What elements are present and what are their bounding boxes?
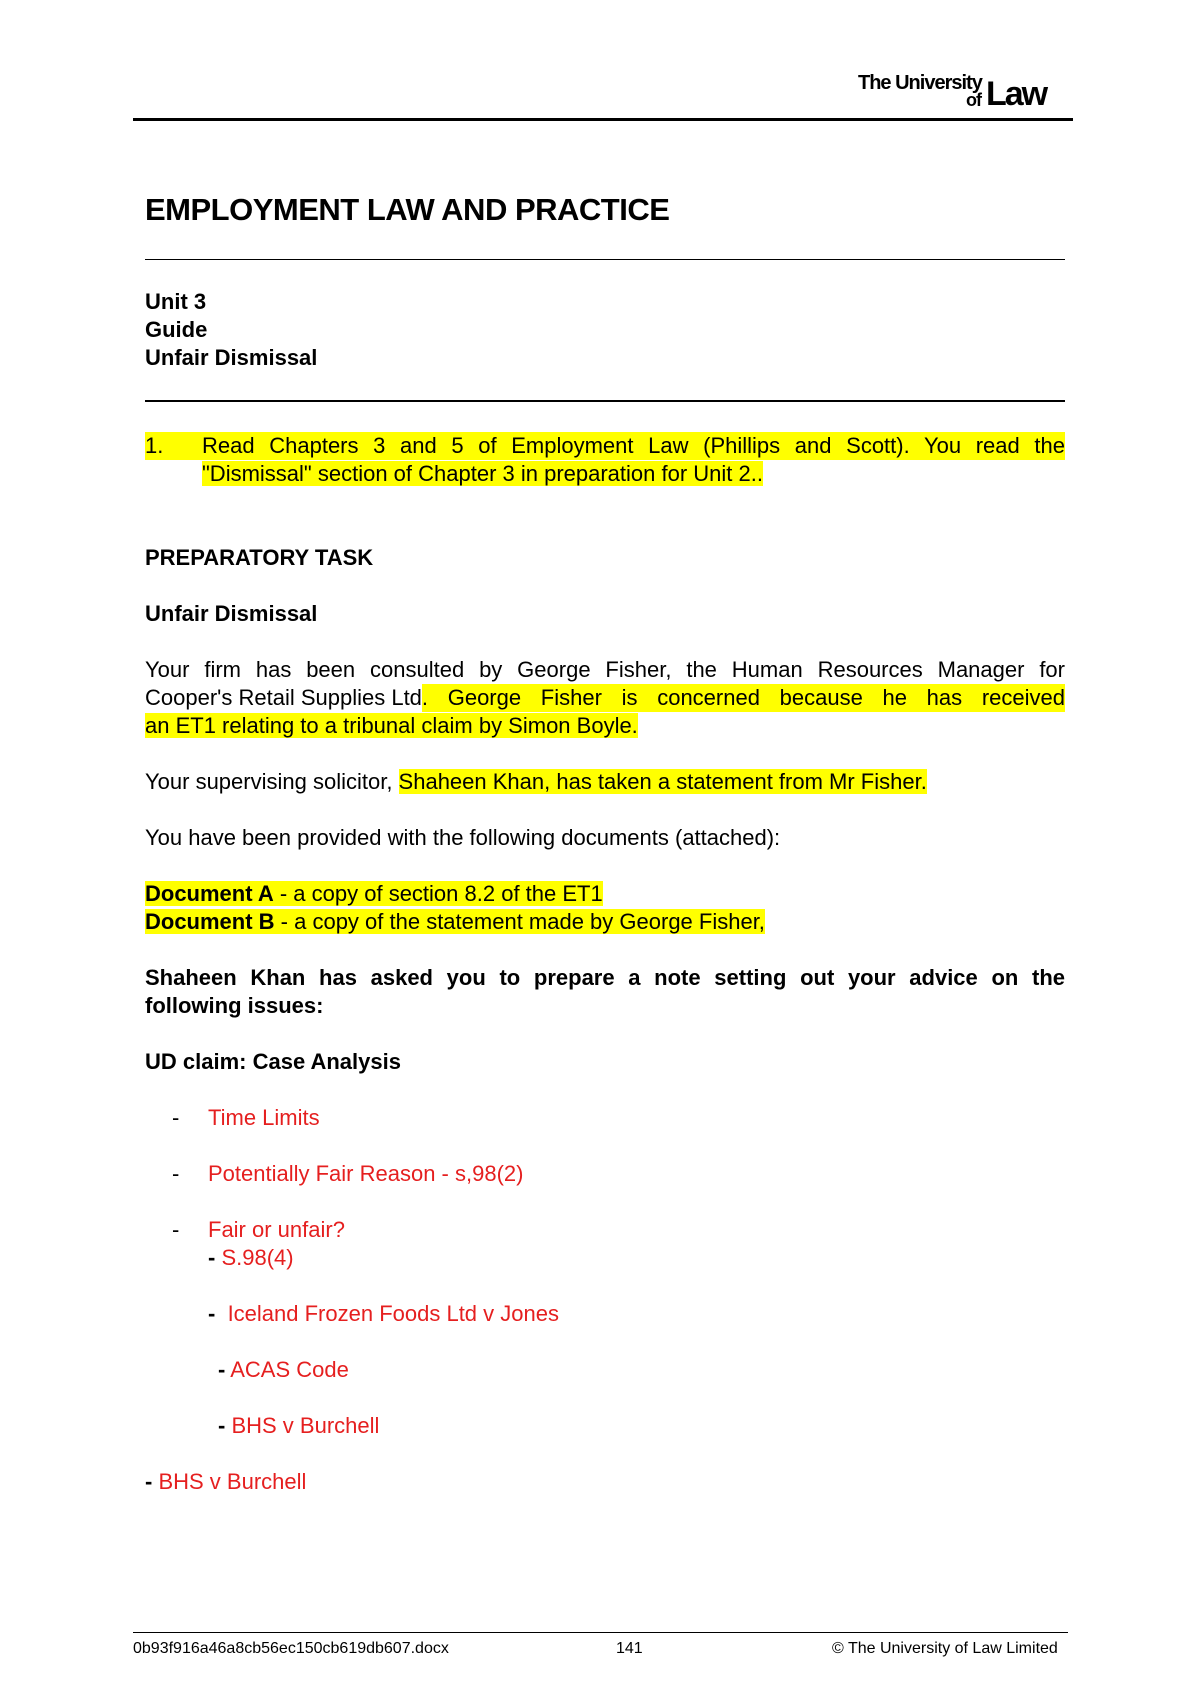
sub-issue-iceland-text: Iceland Frozen Foods Ltd v Jones: [227, 1301, 559, 1326]
issue-fair-reason: [172, 1160, 523, 1188]
sub-issue-iceland: [208, 1300, 559, 1328]
document-b-line: [145, 908, 765, 936]
footer-filename: 0b93f916a46a8cb56ec150cb619db607.docx: [133, 1640, 449, 1657]
para2: [145, 768, 927, 796]
list-dash: -: [172, 1217, 180, 1242]
page-title: EMPLOYMENT LAW AND PRACTICE: [145, 192, 670, 227]
issue-fair-reason-text: Potentially Fair Reason - s,98(2): [208, 1161, 524, 1186]
document-b-text: - a copy of the statement made by George Fisher,: [274, 909, 765, 934]
para2-highlight: Shaheen Khan, has taken a statement from Mr Fisher.: [398, 769, 927, 794]
reading-number: 1.: [145, 432, 202, 460]
list-dash: -: [218, 1357, 226, 1382]
logo-law: Law: [986, 75, 1047, 113]
university-of-law-logo: [858, 72, 1058, 112]
footer-copyright: © The University of Law Limited: [832, 1640, 1058, 1657]
footer-page-number: 141: [616, 1640, 643, 1657]
list-dash: -: [218, 1413, 226, 1438]
sub-issue-bhs-text: BHS v Burchell: [231, 1413, 380, 1438]
ask-line-1: Shaheen Khan has asked you to prepare a note setting out your advice on the: [145, 965, 1065, 990]
para1-line-1: Your firm has been consulted by George Fisher, the Human Resources Manager for: [145, 657, 1065, 682]
sub-issue-acas: [218, 1356, 349, 1384]
para3: You have been provided with the following documents (attached):: [145, 825, 781, 850]
issue-time-limits: [172, 1104, 320, 1132]
document-b-label: Document B: [145, 909, 275, 934]
title-rule: [145, 259, 1065, 260]
issue-fair-or-unfair: [172, 1216, 345, 1244]
list-dash: -: [172, 1161, 180, 1186]
list-dash: -: [208, 1245, 216, 1270]
para1-line-2: [145, 684, 1065, 712]
section-rule: [145, 400, 1065, 402]
footer-rule: [133, 1632, 1068, 1633]
para1-line-3: [145, 712, 638, 740]
reading-line-2-text: "Dismissal" section of Chapter 3 in preparation for Unit 2..: [202, 461, 763, 486]
task-heading: PREPARATORY TASK: [145, 545, 374, 570]
reading-line-2: [202, 460, 763, 488]
document-a-line: [145, 880, 603, 908]
para1-line-2-highlight: . George Fisher is concerned because he has received: [421, 685, 1065, 710]
issue-fair-or-unfair-text: Fair or unfair?: [208, 1217, 345, 1242]
sub-issue-s98-4: [208, 1244, 294, 1272]
sub-issue-acas-text: ACAS Code: [230, 1357, 349, 1382]
sub-issue-bhs: [218, 1412, 379, 1440]
final-issue-bhs-text: BHS v Burchell: [158, 1469, 307, 1494]
task-subheading: Unfair Dismissal: [145, 601, 318, 626]
analysis-heading: UD claim: Case Analysis: [145, 1049, 401, 1074]
unit-label: Unit 3: [145, 289, 207, 314]
document-a-text: - a copy of section 8.2 of the ET1: [273, 881, 603, 906]
sub-issue-s98-4-text: S.98(4): [221, 1245, 294, 1270]
guide-label: Guide: [145, 317, 208, 342]
list-dash: -: [172, 1105, 180, 1130]
header-rule: [133, 118, 1073, 121]
ask-line-2: following issues:: [145, 993, 324, 1018]
issue-time-limits-text: Time Limits: [208, 1105, 320, 1130]
list-dash: -: [145, 1469, 153, 1494]
reading-line-1: Read Chapters 3 and 5 of Employment Law (Phillips and Scott). You read the: [202, 433, 1065, 458]
para1-line-3-highlight: an ET1 relating to a tribunal claim by Simon Boyle.: [145, 713, 638, 738]
logo-the-university: The University: [858, 72, 982, 94]
para2-plain: Your supervising solicitor,: [145, 769, 399, 794]
list-dash: -: [208, 1301, 216, 1326]
para1-line-2-plain: Cooper's Retail Supplies Ltd: [145, 685, 422, 710]
document-a-label: Document A: [145, 881, 274, 906]
final-issue-bhs: [145, 1468, 306, 1496]
logo-of: of: [966, 90, 981, 110]
topic-label: Unfair Dismissal: [145, 345, 318, 370]
